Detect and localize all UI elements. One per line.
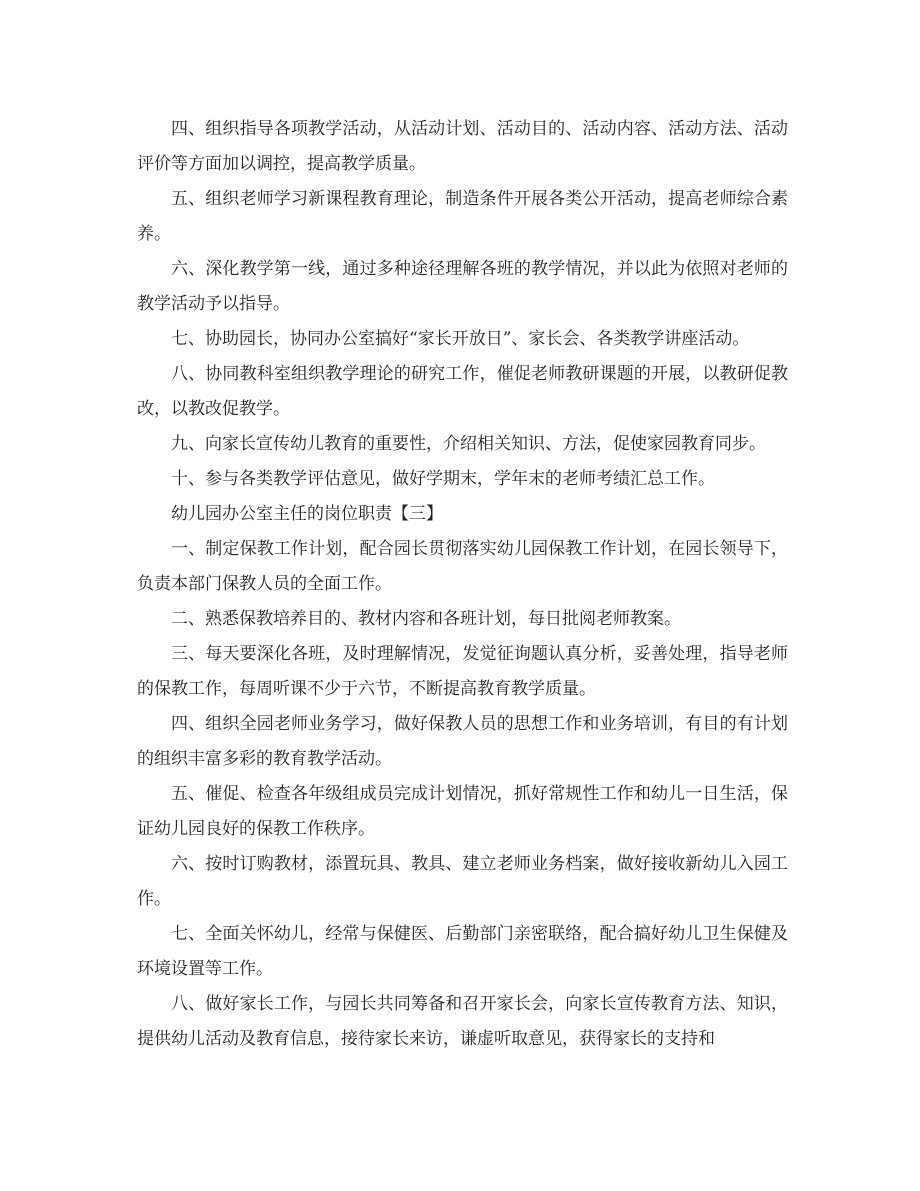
paragraph-10-evaluation: 十、参与各类教学评估意见，做好学期末，学年末的老师考绩汇总工作。 bbox=[171, 469, 715, 489]
paragraph-8-research-work: 八、协同教科室组织教学理论的研究工作，催促老师教研课题的开展，以教研促教改，以教改促教学。 bbox=[137, 364, 788, 419]
document-body bbox=[137, 112, 788, 1057]
paragraph-5-grade-checks: 五、催促、检查各年级组成员完成计划情况，抓好常规性工作和幼儿一日生活，保证幼儿园良好的保教工作秩序。 bbox=[137, 784, 788, 839]
paragraph-7-child-care: 七、全面关怀幼儿，经常与保健医、后勤部门亲密联络，配合搞好幼儿卫生保健及环境设置等工作。 bbox=[137, 924, 788, 979]
section-heading: 幼儿园办公室主任的岗位职责【三】 bbox=[171, 504, 443, 524]
paragraph-5-teacher-study: 五、组织老师学习新课程教育理论，制造条件开展各类公开活动，提高老师综合素养。 bbox=[137, 189, 788, 244]
paragraph-8-parent-work: 八、做好家长工作，与园长共同筹备和召开家长会，向家长宣传教育方法、知识，提供幼儿活动及教育信息，接待家长来访，谦虚听取意见，获得家长的支持和 bbox=[137, 994, 788, 1049]
paragraph-6-frontline-teaching: 六、深化教学第一线，通过多种途径理解各班的教学情况，并以此为依照对老师的教学活动予以指导。 bbox=[137, 259, 788, 314]
paragraph-4-teaching-activities: 四、组织指导各项教学活动，从活动计划、活动目的、活动内容、活动方法、活动评价等方面加以调控，提高教学质量。 bbox=[137, 119, 788, 174]
paragraph-1-care-plan: 一、制定保教工作计划，配合园长贯彻落实幼儿园保教工作计划，在园长领导下，负责本部门保教人员的全面工作。 bbox=[137, 539, 788, 594]
paragraph-9-parent-outreach: 九、向家长宣传幼儿教育的重要性，介绍相关知识、方法，促使家园教育同步。 bbox=[171, 434, 766, 454]
paragraph-7-assist-director: 七、协助园长，协同办公室搞好“家长开放日”、家长会、各类教学讲座活动。 bbox=[171, 329, 750, 349]
paragraph-2-lesson-plans: 二、熟悉保教培养目的、教材内容和各班计划，每日批阅老师教案。 bbox=[171, 609, 681, 629]
paragraph-4-staff-training: 四、组织全园老师业务学习，做好保教人员的思想工作和业务培训，有目的有计划的组织丰富多彩的教育教学活动。 bbox=[137, 714, 788, 769]
paragraph-6-materials: 六、按时订购教材，添置玩具、教具、建立老师业务档案，做好接收新幼儿入园工作。 bbox=[137, 854, 788, 909]
paragraph-3-class-visits: 三、每天要深化各班，及时理解情况，发觉征询题认真分析，妥善处理，指导老师的保教工作，每周听课不少于六节，不断提高教育教学质量。 bbox=[137, 644, 788, 699]
